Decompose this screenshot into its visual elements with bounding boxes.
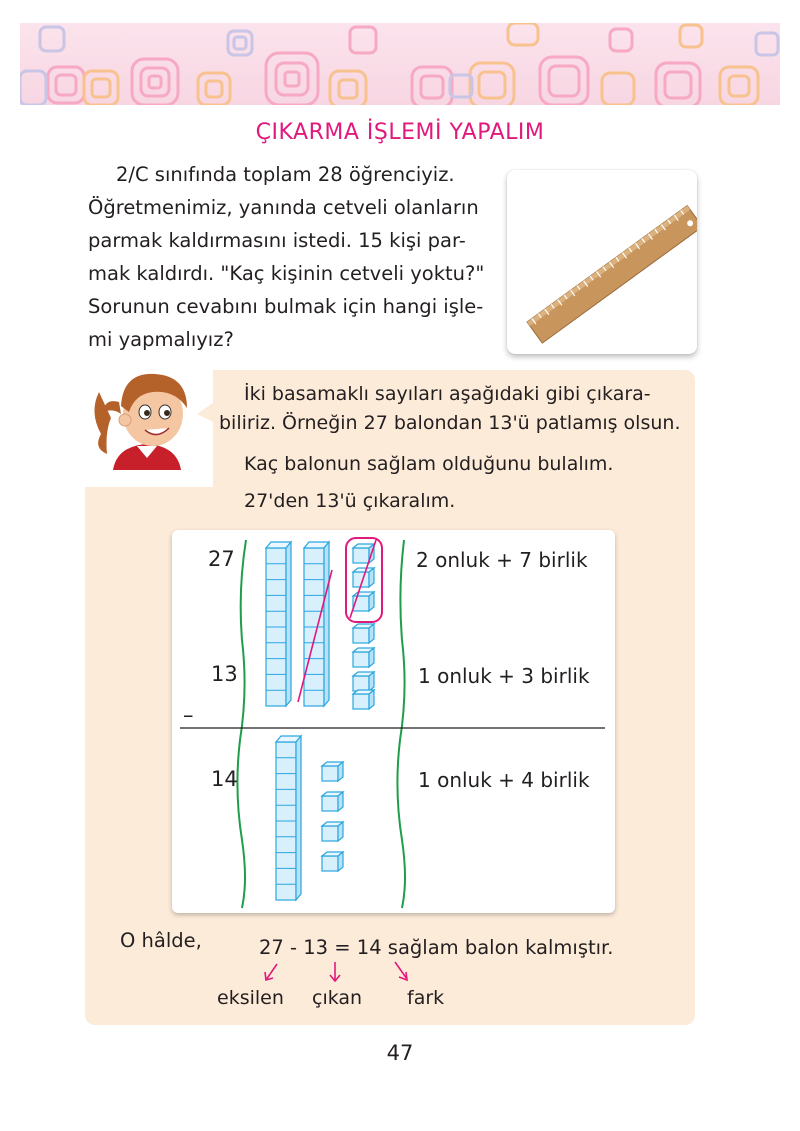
tens-rod [304, 542, 329, 706]
tens-rod [276, 736, 301, 900]
unit-cube [322, 822, 343, 841]
result-expansion: 1 onluk + 4 birlik [418, 768, 590, 792]
page-number: 47 [386, 1041, 414, 1065]
problem-line-4: mak kaldırdı. "Kaç kişinin cetveli yoktu?" [88, 262, 485, 285]
page-title: ÇIKARMA İŞLEMİ YAPALIM [255, 120, 545, 145]
result-number: 14 [211, 767, 238, 791]
explanation-line-1: İki basamaklı sayıları aşağıdaki gibi çıkara- [244, 383, 651, 405]
unit-cube [353, 624, 374, 643]
word-problem [88, 158, 488, 356]
header-banner [20, 23, 780, 105]
problem-line-3: parmak kaldırmasını istedi. 15 kişi par- [88, 229, 466, 252]
term-arrows [255, 960, 415, 990]
unit-cube [322, 762, 343, 781]
problem-line-2: Öğretmenimiz, yanında cetveli olanların [88, 196, 479, 219]
explanation-line-3: Kaç balonun sağlam olduğunu bulalım. [244, 453, 614, 475]
minuend-expansion: 2 onluk + 7 birlik [416, 548, 588, 572]
problem-line-5: Sorunun cevabını bulmak için hangi işle- [88, 295, 484, 318]
divider-right [397, 540, 405, 908]
subtrahend-number: 13 [211, 662, 238, 686]
problem-line-1 [88, 158, 488, 191]
girl-character-icon [83, 362, 213, 474]
ruler-image-card [507, 170, 697, 354]
unit-cube [353, 672, 374, 691]
term-subtrahend: çıkan [312, 987, 363, 1009]
term-minuend: eksilen [217, 987, 284, 1009]
base-ten-blocks-diagram [172, 530, 615, 913]
ruler-icon [507, 170, 697, 354]
subtrahend-expansion: 1 onluk + 3 birlik [418, 664, 590, 688]
conclusion-equation: 27 - 13 = 14 sağlam balon kalmıştır. [259, 936, 614, 959]
unit-cube [322, 852, 343, 871]
explanation-line-4: 27'den 13'ü çıkaralım. [244, 490, 456, 512]
banner-pattern [20, 23, 780, 105]
unit-cube [353, 690, 374, 709]
problem-line-6: mi yapmalıyız? [88, 328, 234, 351]
explanation-line-2: biliriz. Örneğin 27 balondan 13'ü patlamış olsun. [219, 412, 681, 434]
minus-sign: – [183, 703, 194, 727]
unit-cube [322, 792, 343, 811]
divider-left [237, 540, 246, 908]
tens-rod [266, 542, 291, 706]
conclusion-prefix: O hâlde, [120, 929, 202, 952]
unit-cube [353, 648, 374, 667]
minuend-number: 27 [208, 547, 235, 571]
term-difference: fark [407, 987, 445, 1009]
problem-line-1-text: 2/C sınıfında toplam 28 öğrenciyiz. [116, 163, 455, 186]
